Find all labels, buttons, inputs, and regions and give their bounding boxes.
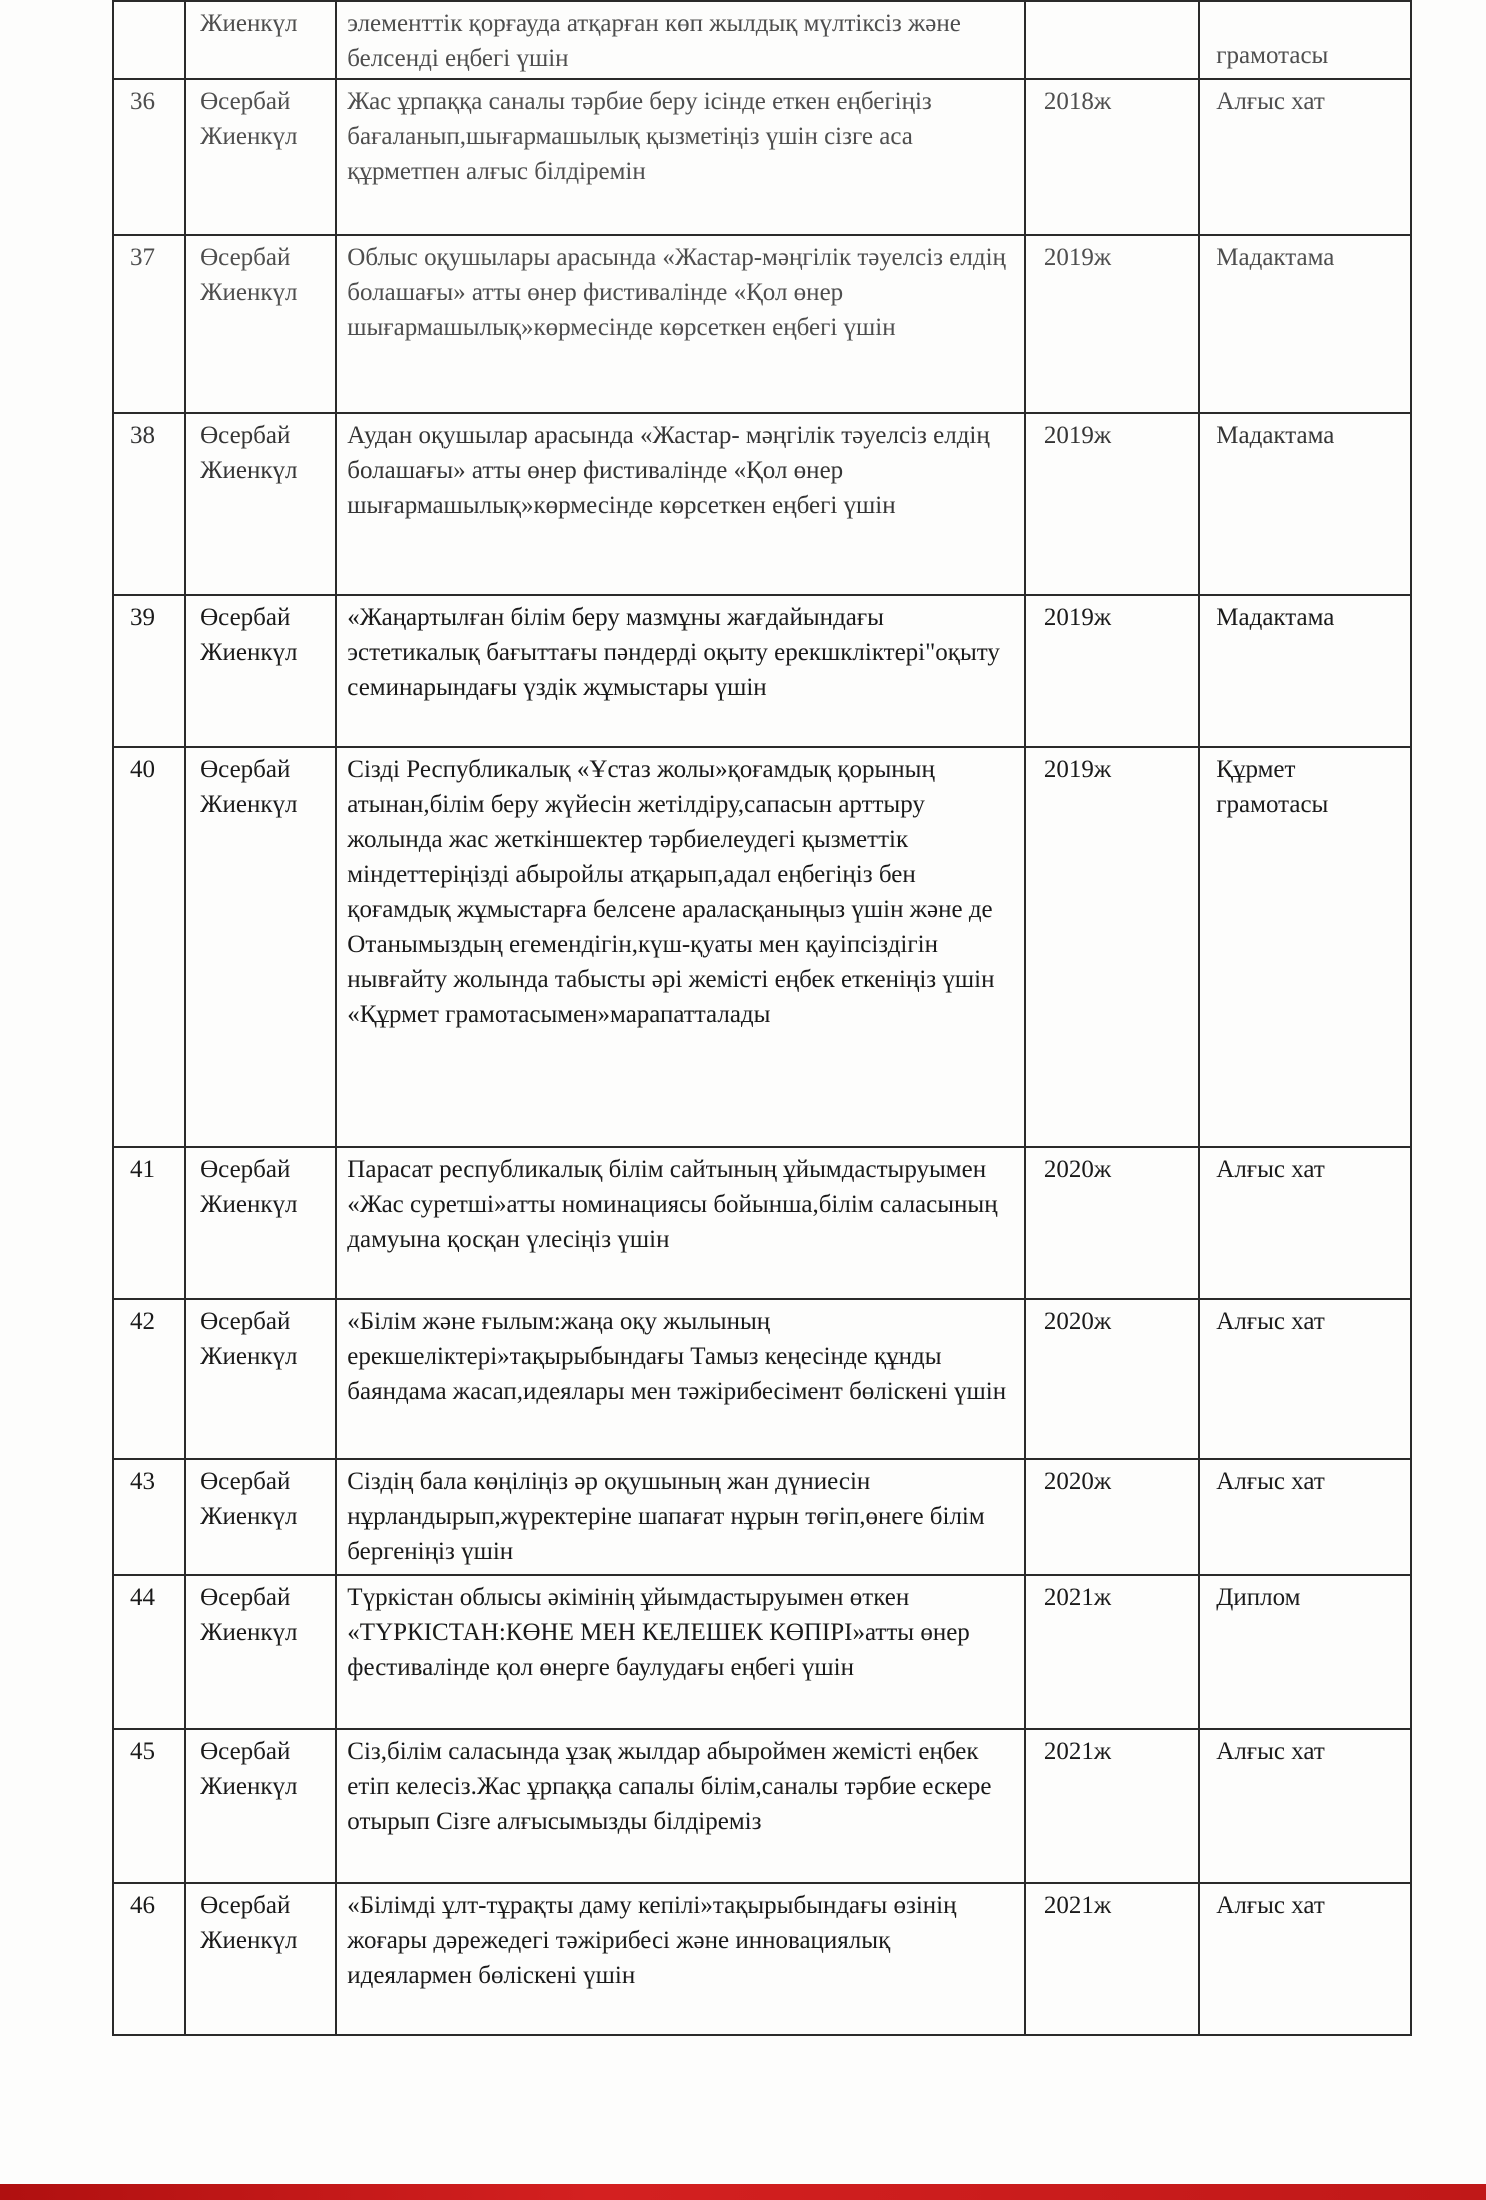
award-description: Сіз,білім саласында ұзақ жылдар абыроймен жемісті еңбек етіп келесіз.Жас ұрпаққа сапалы білім,саналы тәрбие ескере отырып Сізге алғысымызды білдіреміз bbox=[336, 1729, 1025, 1883]
award-description: элементтік қорғауда атқарған көп жылдық мүлтіксіз және белсенді еңбегі үшін bbox=[336, 1, 1025, 79]
award-type: Мадактама bbox=[1199, 235, 1411, 413]
row-number: 36 bbox=[113, 79, 185, 235]
award-year bbox=[1025, 1, 1199, 79]
row-number: 40 bbox=[113, 747, 185, 1147]
row-number: 44 bbox=[113, 1575, 185, 1729]
recipient-name: Өсербай Жиенкүл bbox=[185, 1459, 336, 1575]
award-type: грамотасы bbox=[1199, 1, 1411, 79]
award-type: Алғыс хат bbox=[1199, 1883, 1411, 2035]
award-year: 2021ж bbox=[1025, 1575, 1199, 1729]
recipient-name: Өсербай Жиенкүл bbox=[185, 413, 336, 595]
table-row bbox=[113, 595, 1411, 747]
recipient-name: Өсербай Жиенкүл bbox=[185, 79, 336, 235]
row-number: 38 bbox=[113, 413, 185, 595]
award-description: Жас ұрпаққа саналы тәрбие беру ісінде еткен еңбегіңіз бағаланып,шығармашылық қызметіңіз үшін сізге аса құрметпен алғыс білдіремін bbox=[336, 79, 1025, 235]
row-number: 37 bbox=[113, 235, 185, 413]
table-row bbox=[113, 413, 1411, 595]
recipient-name: Өсербай Жиенкүл bbox=[185, 235, 336, 413]
recipient-name: Өсербай Жиенкүл bbox=[185, 1575, 336, 1729]
award-description: Сізді Республикалық «Ұстаз жолы»қоғамдық қорының атынан,білім беру жүйесін жетілдіру,сапасын арттыру жолында жас жеткіншектер тәрбиелеудегі қызметтік міндеттеріңізді абыройлы атқарып,адал еңбегіңіз бен қоғамдық жұмыстарға белсене араласқаныңыз үшін және де Отанымыздың егемендігін,күш-қуаты мен қауіпсіздігін нывғайту жолында табысты әрі жемісті еңбек еткеніңіз үшін «Құрмет грамотасымен»марапатталады bbox=[336, 747, 1025, 1147]
table-row bbox=[113, 1729, 1411, 1883]
recipient-name: Өсербай Жиенкүл bbox=[185, 595, 336, 747]
award-year: 2019ж bbox=[1025, 235, 1199, 413]
award-year: 2020ж bbox=[1025, 1147, 1199, 1299]
award-description: Аудан оқушылар арасында «Жастар- мәңгілік тәуелсіз елдің болашағы» атты өнер фистивалінде «Қол өнер шығармашылық»көрмесінде көрсеткен еңбегі үшін bbox=[336, 413, 1025, 595]
recipient-name: Өсербай Жиенкүл bbox=[185, 1147, 336, 1299]
red-footer-strip bbox=[0, 2184, 1486, 2200]
row-number bbox=[113, 1, 185, 79]
award-description: Парасат республикалық білім сайтының ұйымдастыруымен «Жас суретші»атты номинациясы бойынша,білім саласының дамуына қосқан үлесіңіз үшін bbox=[336, 1147, 1025, 1299]
award-year: 2020ж bbox=[1025, 1459, 1199, 1575]
award-year: 2018ж bbox=[1025, 79, 1199, 235]
row-number: 43 bbox=[113, 1459, 185, 1575]
award-type: Мадактама bbox=[1199, 413, 1411, 595]
award-type: Мадактама bbox=[1199, 595, 1411, 747]
award-type: Алғыс хат bbox=[1199, 1299, 1411, 1459]
table-row bbox=[113, 79, 1411, 235]
award-type: Алғыс хат bbox=[1199, 1147, 1411, 1299]
award-description: «Білімді ұлт-тұрақты даму кепілі»тақырыбындағы өзінің жоғары дәрежедегі тәжірибесі және инновациялық идеялармен бөліскені үшін bbox=[336, 1883, 1025, 2035]
award-description: Сіздің бала көңіліңіз әр оқушының жан дүниесін нұрландырып,жүректеріне шапағат нұрын төгіп,өнеге білім бергеніңіз үшін bbox=[336, 1459, 1025, 1575]
award-description: Облыс оқушылары арасында «Жастар-мәңгілік тәуелсіз елдің болашағы» атты өнер фистивалінде «Қол өнер шығармашылық»көрмесінде көрсеткен еңбегі үшін bbox=[336, 235, 1025, 413]
table-row bbox=[113, 1883, 1411, 2035]
award-type: Алғыс хат bbox=[1199, 1729, 1411, 1883]
award-type: Алғыс хат bbox=[1199, 79, 1411, 235]
table-row bbox=[113, 1299, 1411, 1459]
recipient-name: Өсербай Жиенкүл bbox=[185, 1883, 336, 2035]
award-description: «Білім және ғылым:жаңа оқу жылының ерекшеліктері»тақырыбындағы Тамыз кеңесінде құнды баяндама жасап,идеялары мен тәжірибесімент бөліскені үшін bbox=[336, 1299, 1025, 1459]
table-row bbox=[113, 235, 1411, 413]
award-type: Диплом bbox=[1199, 1575, 1411, 1729]
award-type: Құрмет грамотасы bbox=[1199, 747, 1411, 1147]
award-year: 2019ж bbox=[1025, 595, 1199, 747]
table-row bbox=[113, 1459, 1411, 1575]
award-description: Түркістан облысы әкімінің ұйымдастыруымен өткен «ТҮРКІСТАН:КӨНЕ МЕН КЕЛЕШЕК КӨПІРІ»атты өнер фестивалінде қол өнерге баулудағы еңбегі үшін bbox=[336, 1575, 1025, 1729]
award-year: 2021ж bbox=[1025, 1729, 1199, 1883]
award-year: 2019ж bbox=[1025, 413, 1199, 595]
awards-table bbox=[112, 0, 1412, 2036]
row-number: 42 bbox=[113, 1299, 185, 1459]
award-type: Алғыс хат bbox=[1199, 1459, 1411, 1575]
award-year: 2020ж bbox=[1025, 1299, 1199, 1459]
award-year: 2019ж bbox=[1025, 747, 1199, 1147]
recipient-name: Өсербай Жиенкүл bbox=[185, 1729, 336, 1883]
table-row bbox=[113, 1147, 1411, 1299]
row-number: 45 bbox=[113, 1729, 185, 1883]
table-row bbox=[113, 747, 1411, 1147]
table-row bbox=[113, 1575, 1411, 1729]
recipient-name: Өсербай Жиенкүл bbox=[185, 747, 336, 1147]
award-description: «Жаңартылған білім беру мазмұны жағдайындағы эстетикалық бағыттағы пәндерді оқыту ерекшкліктері"оқыту семинарындағы үздік жұмыстары үшін bbox=[336, 595, 1025, 747]
award-year: 2021ж bbox=[1025, 1883, 1199, 2035]
row-number: 41 bbox=[113, 1147, 185, 1299]
recipient-name: Жиенкүл bbox=[185, 1, 336, 79]
row-number: 46 bbox=[113, 1883, 185, 2035]
row-number: 39 bbox=[113, 595, 185, 747]
recipient-name: Өсербай Жиенкүл bbox=[185, 1299, 336, 1459]
table-row bbox=[113, 1, 1411, 79]
